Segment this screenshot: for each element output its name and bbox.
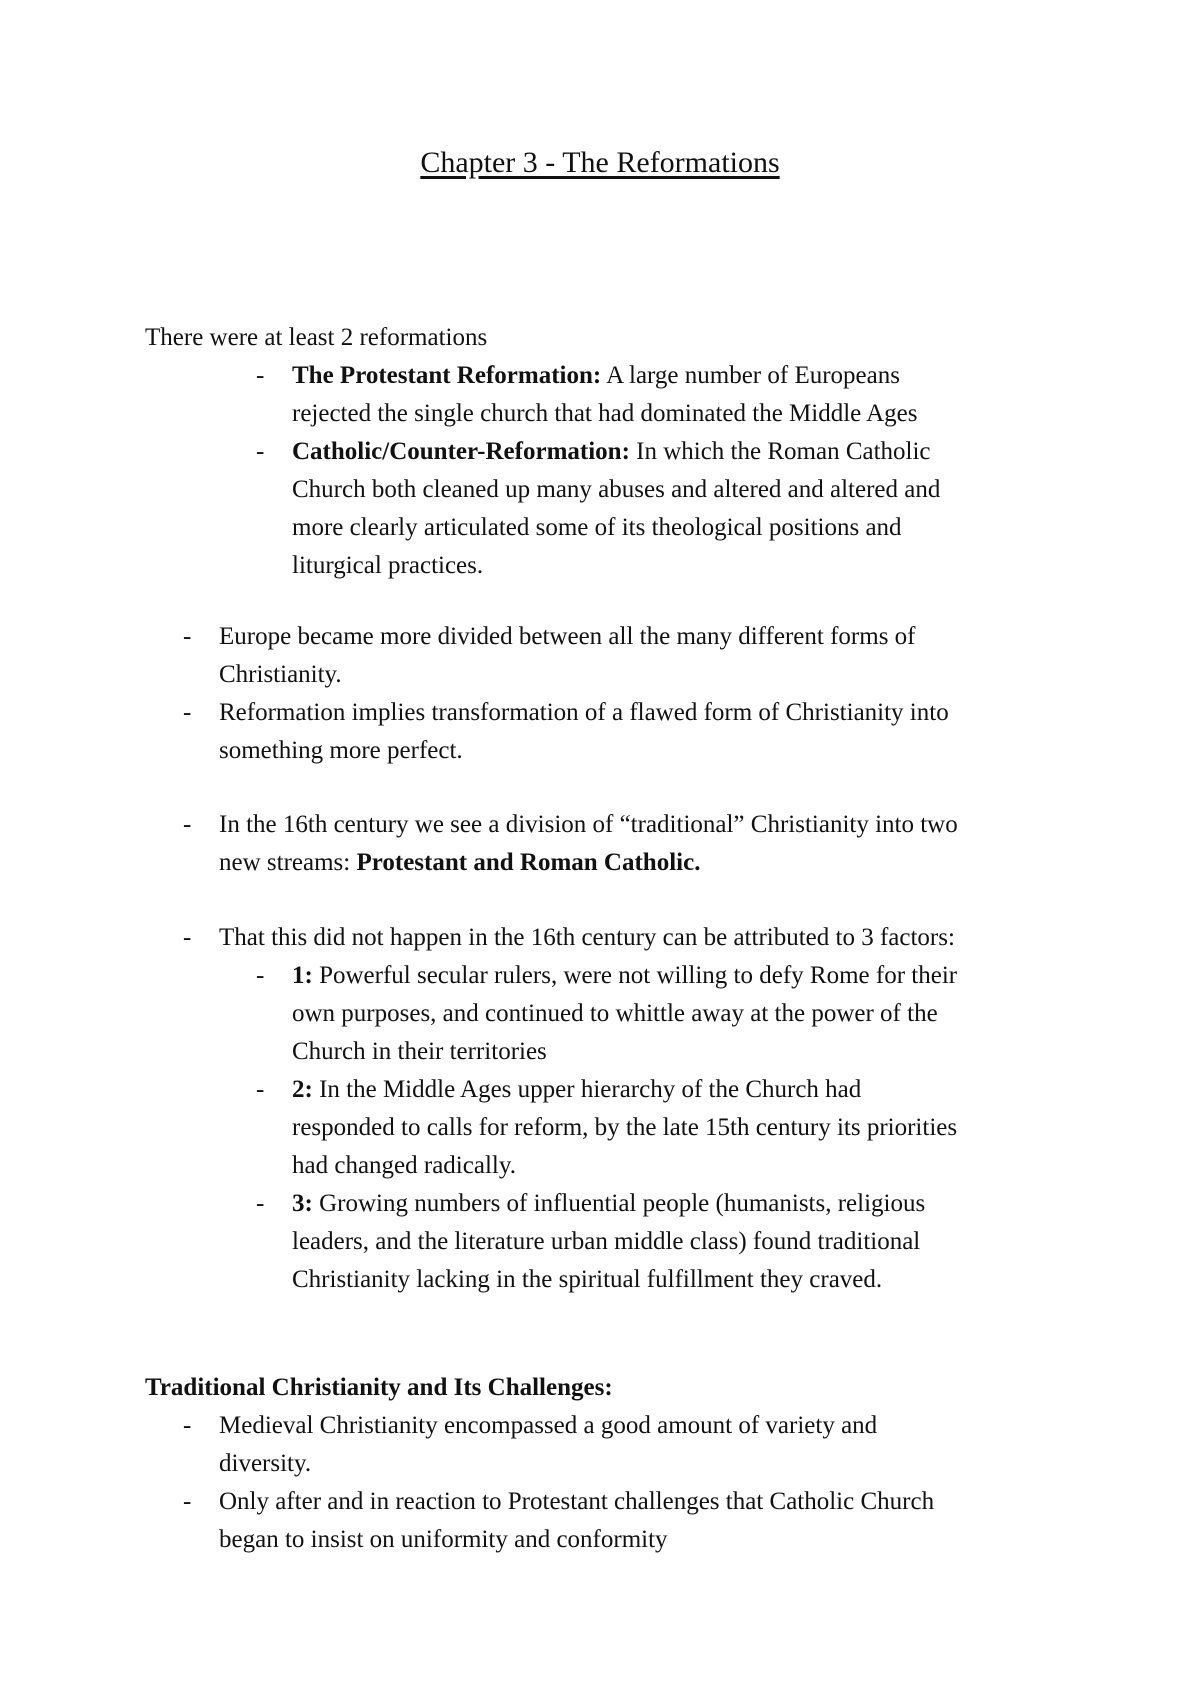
list-item [0, 618, 1200, 656]
item-text: Growing numbers of influential people (humanists, religious [312, 1190, 926, 1217]
list-item-continuation [0, 656, 1200, 694]
list-item [0, 1483, 1200, 1521]
section-heading: Traditional Christianity and Its Challenges: [145, 1374, 613, 1401]
reformations-section [0, 319, 1200, 585]
item-text: more clearly articulated some of its theological positions and [292, 514, 902, 541]
item-text: Europe became more divided between all the many different forms of [219, 623, 916, 650]
challenges-section [0, 1369, 1200, 1559]
list-item-continuation [0, 1261, 1200, 1299]
item-text: diversity. [219, 1450, 312, 1477]
intro-text: There were at least 2 reformations [145, 324, 488, 351]
item-text: Medieval Christianity encompassed a good amount of variety and [219, 1412, 878, 1439]
item-text: new streams: [219, 849, 357, 876]
item-text: Church in their territories [292, 1038, 547, 1065]
list-item-continuation [0, 395, 1200, 433]
bullet-dash: - [256, 362, 265, 389]
bullet-dash: - [183, 1488, 192, 1515]
item-label: The Protestant Reformation: [292, 362, 602, 389]
list-item [0, 433, 1200, 471]
item-label: 3: [292, 1190, 313, 1217]
item-text: responded to calls for reform, by the late 15th century its priorities [292, 1114, 958, 1141]
list-item [0, 957, 1200, 995]
item-text: In the Middle Ages upper hierarchy of the Church had [312, 1076, 862, 1103]
bullet-dash: - [183, 924, 192, 951]
item-text: rejected the single church that had dominated the Middle Ages [292, 400, 918, 427]
list-item [0, 694, 1200, 732]
list-item-continuation [0, 1147, 1200, 1185]
points-section [0, 618, 1200, 770]
list-item-continuation [0, 732, 1200, 770]
list-item-continuation [0, 844, 1200, 882]
list-item-continuation [0, 1033, 1200, 1071]
list-item-continuation [0, 995, 1200, 1033]
factors-section [0, 919, 1200, 1299]
item-text: Only after and in reaction to Protestant challenges that Catholic Church [219, 1488, 935, 1515]
item-text: In the 16th century we see a division of “traditional” Christianity into two [219, 811, 958, 838]
list-item [0, 1407, 1200, 1445]
item-text: Powerful secular rulers, were not willing to defy Rome for their [312, 962, 958, 989]
item-label: Catholic/Counter-Reformation: [292, 438, 630, 465]
section-heading-line [0, 1369, 1200, 1407]
bullet-dash: - [256, 438, 265, 465]
bullet-dash: - [183, 699, 192, 726]
item-text: Christianity lacking in the spiritual fulfillment they craved. [292, 1266, 883, 1293]
bullet-dash: - [183, 811, 192, 838]
bullet-dash: - [183, 623, 192, 650]
bullet-dash: - [256, 962, 265, 989]
item-label: 1: [292, 962, 313, 989]
item-text: Church both cleaned up many abuses and altered and altered and [292, 476, 941, 503]
list-item [0, 1185, 1200, 1223]
list-item-continuation [0, 509, 1200, 547]
list-item-continuation [0, 1223, 1200, 1261]
item-emphasis: Protestant and Roman Catholic. [356, 849, 701, 876]
item-label: 2: [292, 1076, 313, 1103]
item-text: Christianity. [219, 661, 342, 688]
item-text: Reformation implies transformation of a flawed form of Christianity into [219, 699, 949, 726]
item-text: liturgical practices. [292, 552, 484, 579]
division-section [0, 806, 1200, 882]
page-title: Chapter 3 - The Reformations [420, 146, 780, 179]
list-item [0, 1071, 1200, 1109]
list-item-continuation [0, 1521, 1200, 1559]
bullet-dash: - [183, 1412, 192, 1439]
bullet-dash: - [256, 1076, 265, 1103]
item-text: had changed radically. [292, 1152, 516, 1179]
list-item-continuation [0, 547, 1200, 585]
bullet-dash: - [256, 1190, 265, 1217]
item-text: something more perfect. [219, 737, 463, 764]
item-text: A large number of Europeans [601, 362, 900, 389]
list-item [0, 357, 1200, 395]
intro-line [0, 319, 1200, 357]
item-text: That this did not happen in the 16th century can be attributed to 3 factors: [219, 924, 955, 951]
item-text: In which the Roman Catholic [629, 438, 931, 465]
item-text: own purposes, and continued to whittle away at the power of the [292, 1000, 938, 1027]
list-item [0, 919, 1200, 957]
list-item [0, 806, 1200, 844]
item-text: leaders, and the literature urban middle class) found traditional [292, 1228, 921, 1255]
list-item-continuation [0, 1445, 1200, 1483]
list-item-continuation [0, 1109, 1200, 1147]
item-text: began to insist on uniformity and conformity [219, 1526, 668, 1553]
list-item-continuation [0, 471, 1200, 509]
